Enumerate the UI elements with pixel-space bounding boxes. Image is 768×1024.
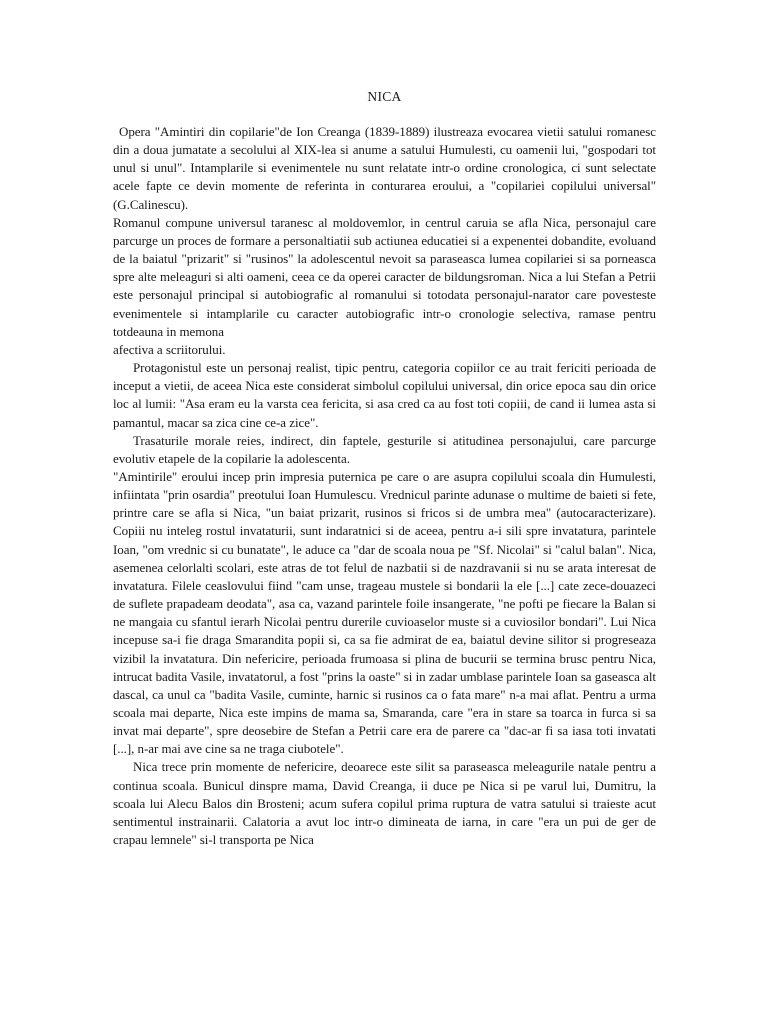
- paragraph-intro: Opera "Amintiri din copilarie"de Ion Creanga (1839-1889) ilustreaza evocarea vietii satului romanesc din a doua jumatate a secolului al XIX-lea si anume a satului Humulesti, cu oamenii lui, "gospodari tot unul si unul". Intamplarile si evenimentele nu sunt relatate intr-o ordine cronologica, ci sunt selectate acele fapte ce devin momente de referinta in conturarea eroului, a "copilariei copilului universal" (G.Calinescu).: [113, 124, 656, 212]
- paragraph-departure: Nica trece prin momente de nefericire, deoarece este silit sa paraseasca meleagurile natale pentru a continua scoala. Bunicul dinspre mama, David Creanga, ii duce pe Nica si pe varul lui, Dumitru, la scoala lui Alecu Balos din Brosteni; acum sufera copilul prima ruptura de vatra satului si traieste acut sentimentul instrainarii. Calatoria a avut loc intr-o dimineata de iarna, in care "era un pui de ger de crapau lemnele" si-l transporta pe Nica: [113, 759, 656, 848]
- document-page: [113, 88, 656, 849]
- paragraph-protagonist: Protagonistul este un personaj realist, tipic pentru, categoria copiilor ce au trait fericiti perioada de inceput a vietii, de aceea Nica este considerat simbolul copilului universal, din orice epoca sau din orice loc al lumii: "Asa eram eu la varsta cea fericita, si asa cred ca au fost toti copiii, de cand ii lumea asta si pamantul, macar sa zica cine ce-a zice".: [113, 360, 656, 430]
- document-title: NICA: [367, 89, 402, 104]
- paragraph-moral-traits: Trasaturile morale reies, indirect, din faptele, gesturile si atitudinea personajului, care parcurge evolutiv etapele de la copilarie la adolescenta.: [113, 432, 656, 466]
- paragraph-universe-end: afectiva a scriitorului.: [113, 341, 226, 357]
- paragraph-school: "Amintirile" eroului incep prin impresia puternica pe care o are asupra copilului scoala din Humulesti, infiintata "prin osardia" preotului Ioan Humulescu. Vrednicul parinte adunase o multime de baieti si fete, printre care se afla si Nica, "un baiat prizarit, rusinos si fricos si de umbra mea" (autocaracterizare). Copiii nu inteleg rostul invataturii, sunt indaratnici si de aceea, pentru a-i sili spre invatatura, parintele Ioan, "om vrednic si cu bunatate", le aduce ca "dar de scoala noua pe "Sf. Nicolai" si "calul balan". Nica, asemenea celorlalti scolari, este atras de tot felul de nazbatii si de nazdravanii si nu se arata interesat de invatatura. Filele ceaslovului fiind "cam unse, trageau mustele si bondarii la ele [...] cate zece-douazeci de suflete prapadeam deodata", asa ca, vazand parintele foile insangerate, "ne pofti pe fiecare la Balan si ne mangaia cu sfantul ierarh Nicolai pentru durerile cuvioaselor muste si a cuviosilor bondari". Lui Nica incepuse sa-i fie draga Smarandita popii si, ca sa fie admirat de ea, baiatul devine silitor si progreseaza vizibil la invatatura. Din nefericire, perioada frumoasa si plina de bucurii se termina brusc pentru Nica, intrucat badita Vasile, invatatorul, a fost "prins la oaste" si in zadar umblase parintele Ioan sa gaseasca alt dascal, ca unul ca "badita Vasile, cuminte, harnic si rusinos ca o fata mare" n-a mai aflat. Pentru a urma scoala mai departe, Nica este impins de mama sa, Smaranda, care "era in stare sa toarca in furca si sa invat mai departe", spre deosebire de Stefan a Petrii care era de parere ca "dac-ar fi sa iasa toti invatati [...], n-ar mai ave cine sa ne traga ciubotele".: [113, 468, 656, 757]
- paragraph-universe: Romanul compune universul taranesc al moldovemlor, in centrul caruia se afla Nica, personajul care parcurge un proces de formare a personaltiatii sub actiunea educatiei si a expenentei dobandite, evoluand de la baiatul "prizarit" si "rusinos" la adolescentul nevoit sa paraseasca lumea copilariei si sa porneasca spre alte meleaguri si alti oameni, ceea ce da operei caracter de bildungsroman. Nica a lui Stefan a Petrii este personajul principal si autobiografic al romanului si totodata personajul-narator care povesteste evenimentele si intamplarile cu caracter autobiografic intr-o cronologie selectiva, ramase pentru totdeauna in memona: [113, 214, 656, 339]
